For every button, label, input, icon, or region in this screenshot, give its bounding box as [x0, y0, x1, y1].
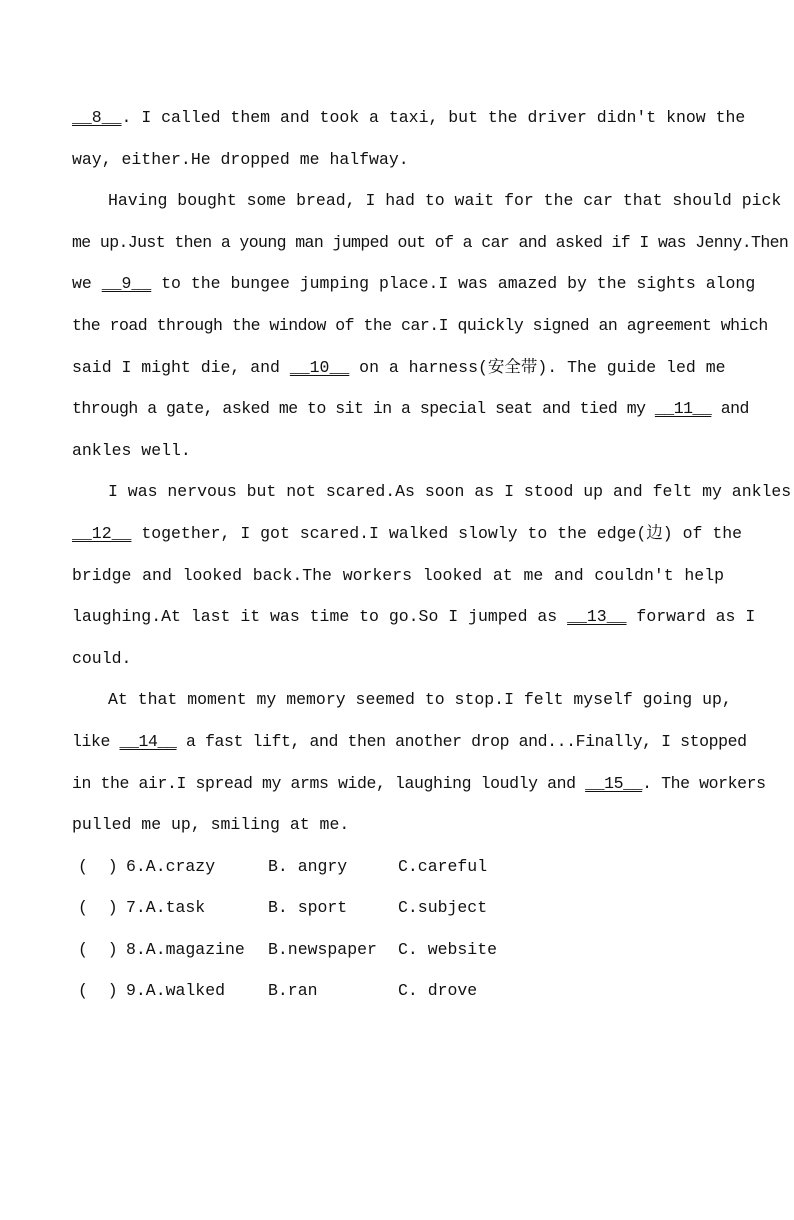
passage-line: I was nervous but not scared.As soon as I stood up and felt my ankles — [108, 482, 792, 502]
reading-passage — [72, 97, 792, 846]
passage-text: . The workers — [642, 773, 766, 793]
passage-text: through a gate, asked me to sit in a special seat and tied my — [72, 399, 655, 419]
passage-text: said I might die, and — [72, 357, 290, 377]
passage-line: At that moment my memory seemed to stop.I felt myself going up, — [108, 690, 732, 710]
passage-line: ankles well. — [72, 440, 191, 460]
passage-text: like — [72, 731, 120, 751]
question-row — [72, 846, 724, 888]
passage-line: Having bought some bread, I had to wait for the car that should pick — [108, 191, 782, 211]
question-row — [72, 929, 724, 971]
option-a: 7.A.task — [126, 898, 206, 918]
blank-15: __15__ — [585, 773, 643, 793]
option-a: 9.A.walked — [126, 981, 226, 1001]
passage-line: me up.Just then a young man jumped out of a car and asked if I was Jenny.Then — [72, 232, 789, 252]
passage-text: and — [711, 399, 749, 419]
blank-13: __13__ — [567, 607, 627, 627]
passage-line — [72, 263, 756, 305]
question-options — [72, 846, 724, 1012]
passage-line — [72, 721, 747, 763]
blank-9: __9__ — [101, 274, 152, 294]
option-b: B. angry — [268, 856, 348, 876]
passage-line — [72, 97, 746, 139]
option-b: B. sport — [268, 898, 348, 918]
blank-11: __11__ — [654, 399, 712, 419]
passage-text: on a harness(安全带). The guide led me — [349, 357, 726, 377]
option-a: 6.A.crazy — [126, 856, 216, 876]
passage-text: forward as I — [626, 607, 756, 627]
blank-12: __12__ — [72, 523, 132, 543]
passage-line — [72, 388, 749, 430]
option-b: B.newspaper — [268, 939, 377, 959]
passage-text: to the bungee jumping place.I was amazed by the sights along — [151, 274, 756, 294]
passage-text: in the air.I spread my arms wide, laughing loudly and — [72, 773, 586, 793]
answer-bracket: ( ) — [78, 856, 118, 876]
option-a: 8.A.magazine — [126, 939, 245, 959]
option-c: C. website — [398, 939, 498, 959]
passage-text: together, I got scared.I walked slowly to the edge(边) of the — [131, 523, 743, 543]
passage-text: . I called them and took a taxi, but the driver didn't know the — [121, 108, 746, 127]
passage-line: the road through the window of the car.I quickly signed an agreement which — [72, 315, 768, 335]
passage-text: a fast lift, and then another drop and...Finally, I stopped — [176, 731, 747, 751]
answer-bracket: ( ) — [78, 981, 118, 1001]
passage-text: we — [72, 274, 102, 294]
passage-line: pulled me up, smiling at me. — [72, 815, 350, 835]
document-page — [72, 97, 792, 1012]
answer-bracket: ( ) — [78, 939, 118, 959]
question-row — [72, 887, 724, 929]
passage-line — [72, 513, 743, 555]
passage-line: could. — [72, 648, 132, 668]
blank-8: __8__ — [72, 108, 122, 127]
option-b: B.ran — [268, 981, 318, 1001]
passage-line — [72, 763, 766, 805]
passage-line — [72, 596, 756, 638]
passage-line: bridge and looked back.The workers looked at me and couldn't help — [72, 565, 724, 585]
passage-line: way, either.He dropped me halfway. — [72, 149, 409, 169]
option-c: C.subject — [398, 898, 488, 918]
option-c: C.careful — [398, 856, 488, 876]
passage-line — [72, 347, 724, 389]
question-row — [72, 970, 724, 1012]
answer-bracket: ( ) — [78, 898, 118, 918]
blank-10: __10__ — [289, 357, 350, 377]
option-c: C. drove — [398, 981, 478, 1001]
blank-14: __14__ — [119, 731, 177, 751]
passage-text: laughing.At last it was time to go.So I jumped as — [72, 607, 568, 627]
